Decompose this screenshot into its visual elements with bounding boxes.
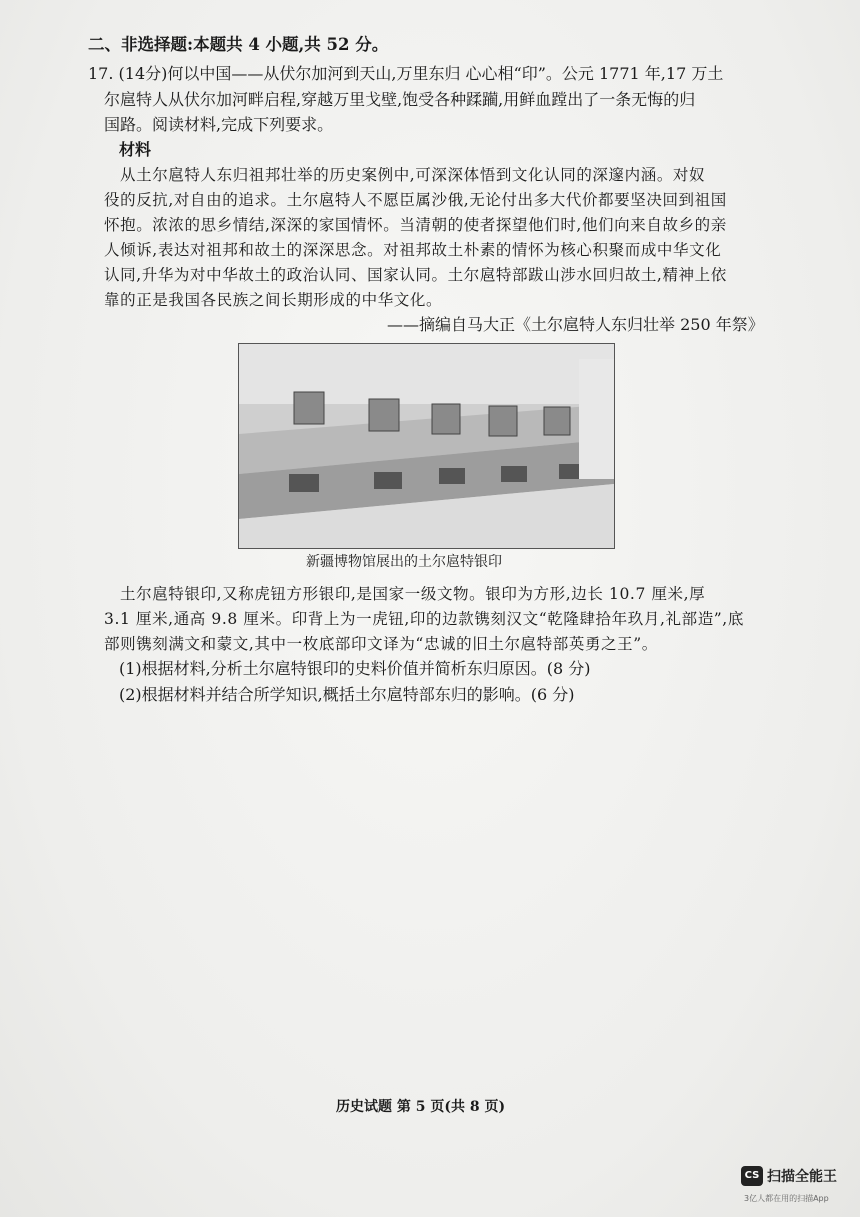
photo-caption: 新疆博物馆展出的土尔扈特银印	[306, 554, 502, 570]
description-line: 土尔扈特银印,又称虎钮方形银印,是国家一级文物。银印为方形,边长 10.7 厘米,厚	[120, 585, 706, 603]
sub-question-2: (2)根据材料并结合所学知识,概括土尔扈特部东归的影响。(6 分)	[119, 685, 575, 704]
material-label: 材料	[119, 140, 152, 159]
material-line: 认同,升华为对中华故土的政治认同、国家认同。土尔扈特部跋山涉水回归故土,精神上依	[104, 266, 727, 284]
scanner-tagline: 3亿人都在用的扫描App	[744, 1194, 829, 1203]
material-source: ——摘编自马大正《土尔扈特人东归壮举 250 年祭》	[387, 315, 764, 334]
material-line: 从土尔扈特人东归祖邦壮举的历史案例中,可深深体悟到文化认同的深邃内涵。对奴	[120, 166, 706, 184]
section-heading: 二、非选择题:本题共 4 小题,共 52 分。	[88, 35, 389, 54]
scanner-app-name: 扫描全能王	[767, 1169, 837, 1185]
material-line: 怀抱。浓浓的思乡情结,深深的家国情怀。当清朝的使者探望他们时,他们向来自故乡的亲	[104, 216, 727, 234]
material-line: 人倾诉,表达对祖邦和故土的深深思念。对祖邦故土朴素的情怀为核心积聚而成中华文化	[104, 241, 722, 259]
description-line: 3.1 厘米,通高 9.8 厘米。印背上为一虎钮,印的边款镌刻汉文“乾隆肆拾年玖月,礼部造”,底	[104, 610, 744, 628]
camscanner-logo-icon: CS	[741, 1166, 763, 1186]
silver-seal-photo	[238, 343, 615, 549]
material-line: 靠的正是我国各民族之间长期形成的中华文化。	[104, 291, 443, 309]
description-line: 部则镌刻满文和蒙文,其中一枚底部印文译为“忠诚的旧土尔扈特部英勇之王”。	[104, 635, 658, 653]
page-footer: 历史试题 第 5 页(共 8 页)	[336, 1099, 506, 1115]
material-line: 役的反抗,对自由的追求。土尔扈特人不愿臣属沙俄,无论付出多大代价都要坚决回到祖国	[104, 191, 727, 209]
question-line-1: 17. (14分)何以中国——从伏尔加河到天山,万里东归 心心相“印”。公元 1771 年,17 万土	[88, 64, 724, 83]
question-line-3: 国路。阅读材料,完成下列要求。	[104, 115, 334, 134]
sub-question-1: (1)根据材料,分析土尔扈特银印的史料价值并简析东归原因。(8 分)	[119, 659, 591, 678]
question-line-2: 尔扈特人从伏尔加河畔启程,穿越万里戈壁,饱受各种蹂躏,用鲜血蹚出了一条无悔的归	[104, 90, 696, 109]
